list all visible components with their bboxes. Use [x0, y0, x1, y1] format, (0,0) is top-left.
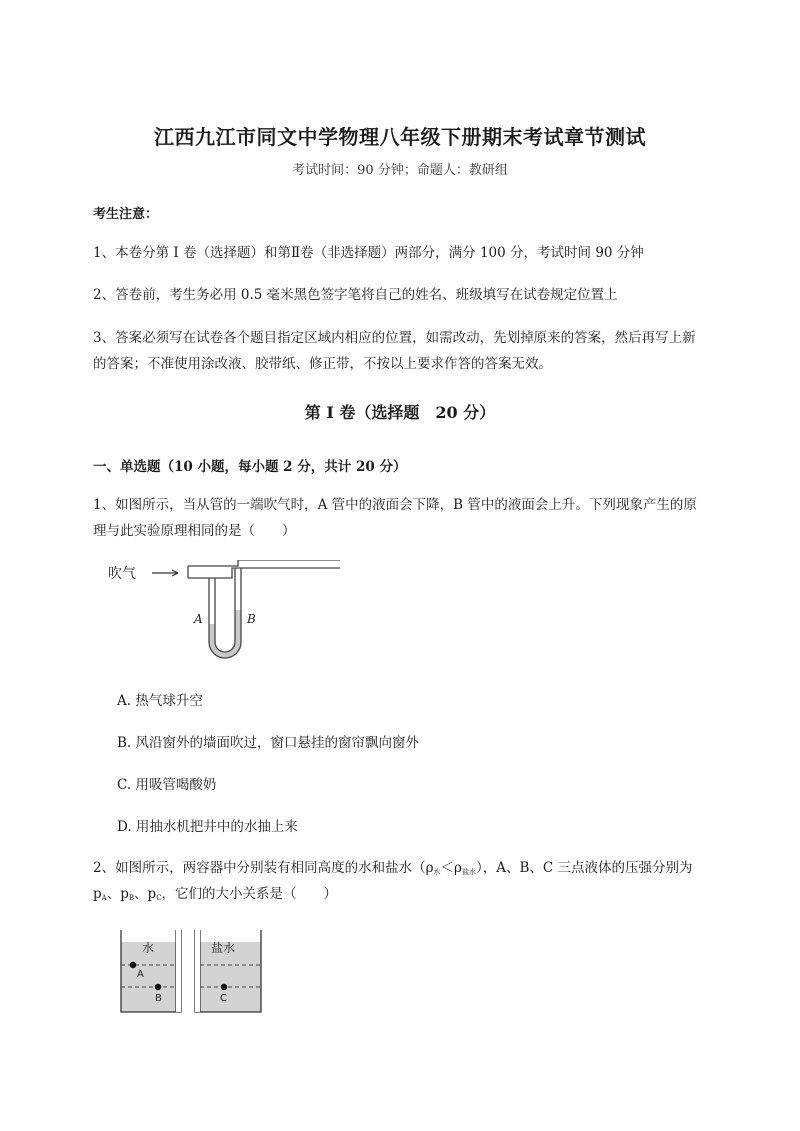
notice-item-1: 1、本卷分第 I 卷（选择题）和第Ⅱ卷（非选择题）两部分，满分 100 分，考试时间 90 分钟: [93, 245, 644, 261]
notice-heading: 考生注意：: [93, 207, 159, 222]
point-b-dot: [155, 984, 161, 990]
point-c-label: C: [220, 993, 227, 1004]
q2-sub-salt: 盐水: [461, 868, 476, 876]
question-1-line-2: 理与此实验原理相同的是（ ）: [93, 523, 296, 539]
question-1-line-1: 1、如图所示，当从管的一端吹气时，A 管中的液面会下降，B 管中的液面会上升。下列现象产生的原: [93, 497, 697, 513]
q2-sub-water: 水: [433, 868, 441, 876]
u-tube-figure: [108, 560, 340, 666]
containers-figure: [118, 930, 266, 1014]
blow-label: 吹气: [108, 566, 136, 582]
point-c-dot: [221, 984, 227, 990]
point-a-label: A: [137, 969, 144, 980]
q2-text-b: ），A、B、C 三点液体的压强分别为: [475, 860, 693, 876]
point-b-label: B: [155, 993, 162, 1004]
exam-info: 考试时间：90 分钟；命题人：教研组: [292, 163, 508, 178]
q2-text-tail: ，它们的大小关系是（ ）: [161, 886, 338, 902]
q2-sub-c: C: [156, 894, 162, 902]
q2-sep1: 、p: [106, 886, 129, 902]
notice-item-3-line-1: 3、答案必须写在试卷各个题目指定区域内相应的位置，如需改动，先划掉原来的答案，然后再写上新: [93, 330, 696, 346]
q2-sub-a: A: [101, 894, 107, 902]
u-tube-liquid: [209, 610, 241, 658]
point-a-dot: [130, 962, 136, 968]
water-label: 水: [142, 941, 155, 955]
salt-water-label: 盐水: [211, 941, 236, 955]
page-title: 江西九江市同文中学物理八年级下册期末考试章节测试: [154, 125, 646, 149]
q1-option-b[interactable]: B. 风沿窗外的墙面吹过，窗口悬挂的窗帘飘向窗外: [117, 735, 420, 751]
notice-item-3-line-2: 的答案；不准使用涂改液、胶带纸、修正带，不按以上要求作答的答案无效。: [93, 356, 552, 372]
part-title: 一、单选题（10 小题，每小题 2 分，共计 20 分）: [93, 459, 407, 475]
tube-a-label: A: [194, 612, 203, 626]
section-title: 第 I 卷（选择题 20 分）: [304, 403, 496, 422]
tube-b-label: B: [247, 612, 256, 626]
question-2-line-2: [93, 881, 337, 911]
q2-pa: p: [93, 886, 102, 902]
q1-option-d[interactable]: D. 用抽水机把井中的水抽上来: [117, 819, 298, 835]
notice-item-2: 2、答卷前，考生务必用 0.5 毫米黑色签字笔将自己的姓名、班级填写在试卷规定位置上: [93, 287, 618, 303]
q2-text-a: 2、如图所示，两容器中分别装有相同高度的水和盐水（ρ: [93, 860, 434, 876]
q1-option-a[interactable]: A. 热气球升空: [117, 693, 203, 709]
q2-sep2: 、p: [134, 886, 157, 902]
q2-sub-b: B: [128, 894, 135, 902]
q1-option-c[interactable]: C. 用吸管喝酸奶: [117, 777, 217, 793]
q2-lt: ＜ρ: [440, 860, 462, 876]
